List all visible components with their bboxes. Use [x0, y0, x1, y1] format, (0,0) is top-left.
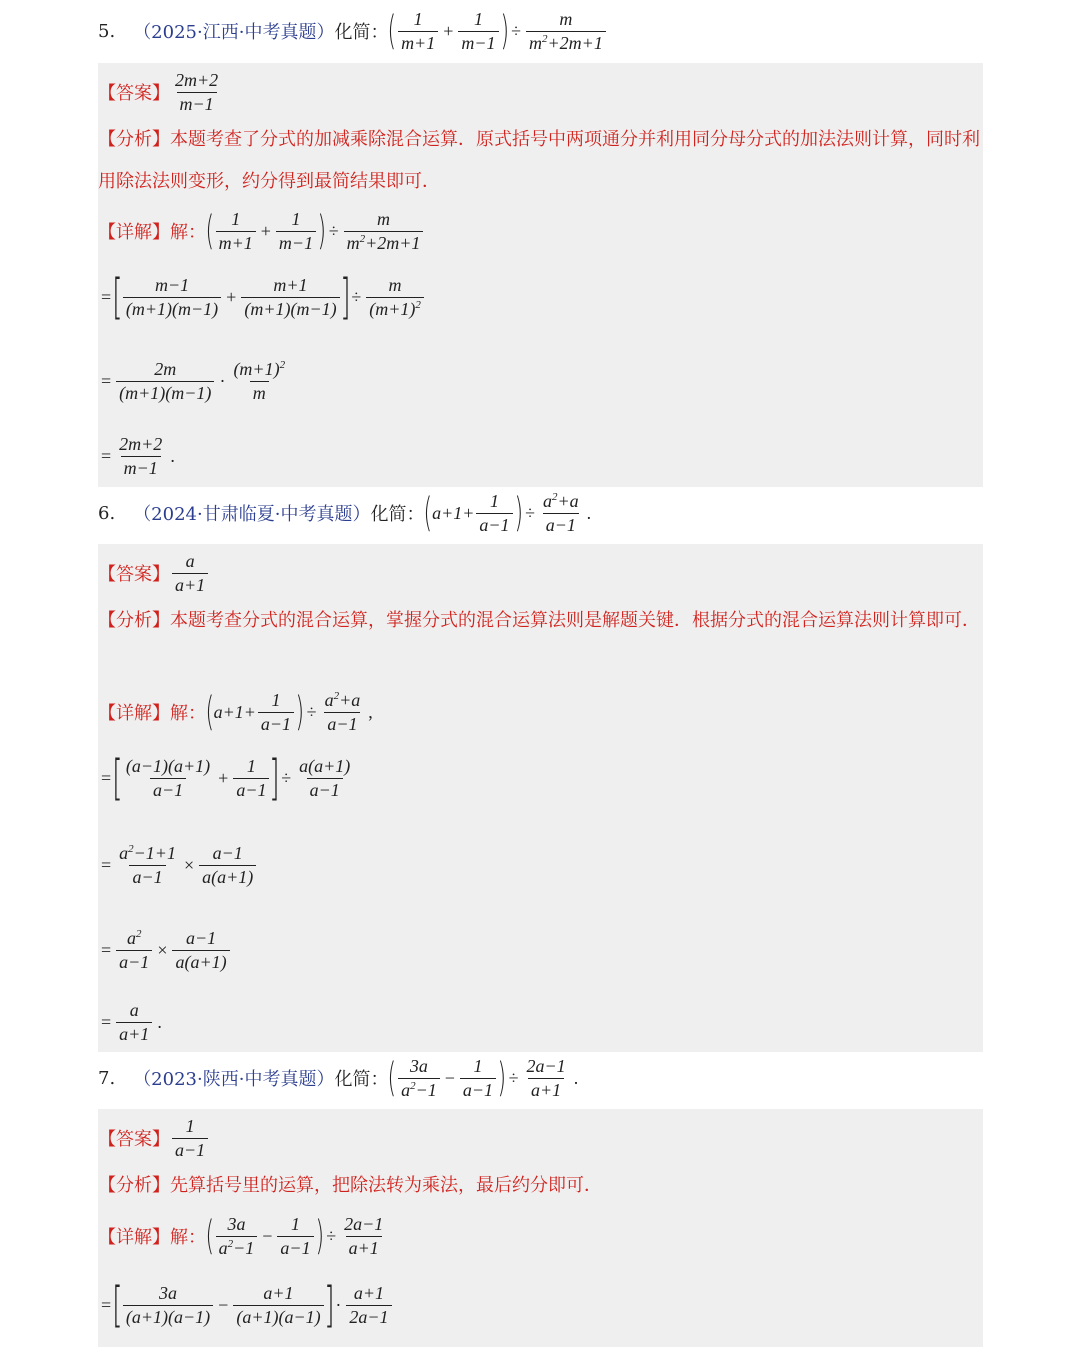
step-3: = $\frac{2m}{(m+1)(m-1)}$ · $(m+1)^2$ m	[101, 359, 286, 403]
problem-prompt: 化简：	[370, 504, 425, 525]
detail-label: 【详解】	[98, 1227, 170, 1248]
problem-7-question	[98, 1055, 581, 1101]
problem-7-solution	[98, 1109, 983, 1347]
problem-prompt: 化简：	[334, 22, 389, 43]
step-1: ( 3a $a^2-1$ − $\frac{1}{a-1}$ ) ÷ $\frac{2a-1}{a+1}$	[205, 1213, 384, 1259]
analysis-text	[98, 1165, 983, 1207]
step-3: = $\frac{a^2-1+1}{a-1}$ × $\frac{a-1}{a(a+1)}$	[98, 842, 258, 888]
step-1: ( 1 m+1 + $\frac{1}{m-1}$ ) ÷ $\frac{m}{m^2+2m+1}$	[206, 208, 425, 254]
answer-expression: $\frac{1}{a-1}$	[170, 1115, 210, 1161]
problem-number: 5.	[98, 20, 116, 42]
problem-number: 6.	[98, 502, 116, 524]
detail-label: 【详解】	[98, 703, 170, 724]
step-2: = [ 3a (a+1)(a−1) − $\frac{a+1}{(a+1)(a-1)}$ ] · a+1 2a−1	[98, 1281, 394, 1329]
answer-label: 【答案】	[98, 83, 170, 104]
analysis-label: 【分析】	[98, 129, 170, 150]
problem-expression: ( 3a $a^2-1$ − $\frac{1}{a-1}$ ) ÷ $\frac{2a-1}{a+1}$ .	[387, 1055, 579, 1101]
step-2: = [ (a−1)(a+1) a−1 + $\frac{1}{a-1}$ ] ÷ $\frac{a(a+1)}{a-1}$	[101, 750, 351, 806]
analysis-text	[98, 600, 983, 642]
problem-5-question	[98, 8, 608, 54]
step-1: ( a+1+ $\frac{1}{a-1}$ ) ÷ $\frac{a^2+a}{a-1}$ ,	[205, 689, 373, 735]
problem-prompt: 化简：	[334, 1069, 389, 1090]
problem-5-solution	[98, 63, 983, 487]
problem-expression: ( a+1+ $\frac{1}{a-1}$ ) ÷ $\frac{a^2+a}{a-1}$ .	[423, 490, 592, 536]
step-5: = $\frac{a}{a+1}$ .	[101, 1000, 162, 1044]
analysis-text	[98, 119, 983, 203]
analysis-body: 本题考查了分式的加减乘除混合运算．原式括号中两项通分并利用同分母分式的加法法则计算，同时利用除法法则变形，约分得到最简结果即可．	[98, 129, 980, 192]
problem-expression: ( 1 m+1 + $\frac{1}{m-1}$ ) ÷ $\frac{m}{m^2+2m+1}$	[388, 8, 607, 54]
step-4: = $\frac{2m+2}{m-1}$ .	[101, 434, 175, 478]
detail-prefix: 解：	[170, 1227, 206, 1248]
answer-label: 【答案】	[98, 564, 170, 585]
problem-6-solution	[98, 544, 983, 1052]
detail-label: 【详解】	[98, 222, 170, 243]
step-4: = $\frac{a^2}{a-1}$ × $\frac{a-1}{a(a+1)}$	[98, 927, 232, 973]
analysis-body: 本题考查分式的混合运算，掌握分式的混合运算法则是解题关键．根据分式的混合运算法则计算即可．	[170, 610, 980, 631]
problem-6-question	[98, 490, 594, 536]
analysis-body: 先算括号里的运算，把除法转为乘法，最后约分即可．	[170, 1175, 602, 1196]
answer-label: 【答案】	[98, 1129, 170, 1150]
detail-prefix: 解：	[170, 222, 206, 243]
detail-prefix: 解：	[170, 703, 206, 724]
problem-source: （2024·甘肃临夏·中考真题）	[133, 504, 371, 525]
problem-source: （2023·陕西·中考真题）	[133, 1069, 335, 1090]
answer-expression: $\frac{a}{a+1}$	[170, 550, 210, 596]
analysis-label: 【分析】	[98, 610, 170, 631]
problem-source: （2025·江西·中考真题）	[133, 22, 335, 43]
problem-number: 7.	[98, 1067, 116, 1089]
answer-expression: $\frac{2m+2}{m-1}$	[175, 70, 219, 114]
step-2: = [ m−1 (m+1)(m−1) + $\frac{m+1}{(m+1)(m-1)}$ ] ÷ $\frac{m}{(m+1)^2}$	[98, 273, 426, 321]
analysis-label: 【分析】	[98, 1175, 170, 1196]
